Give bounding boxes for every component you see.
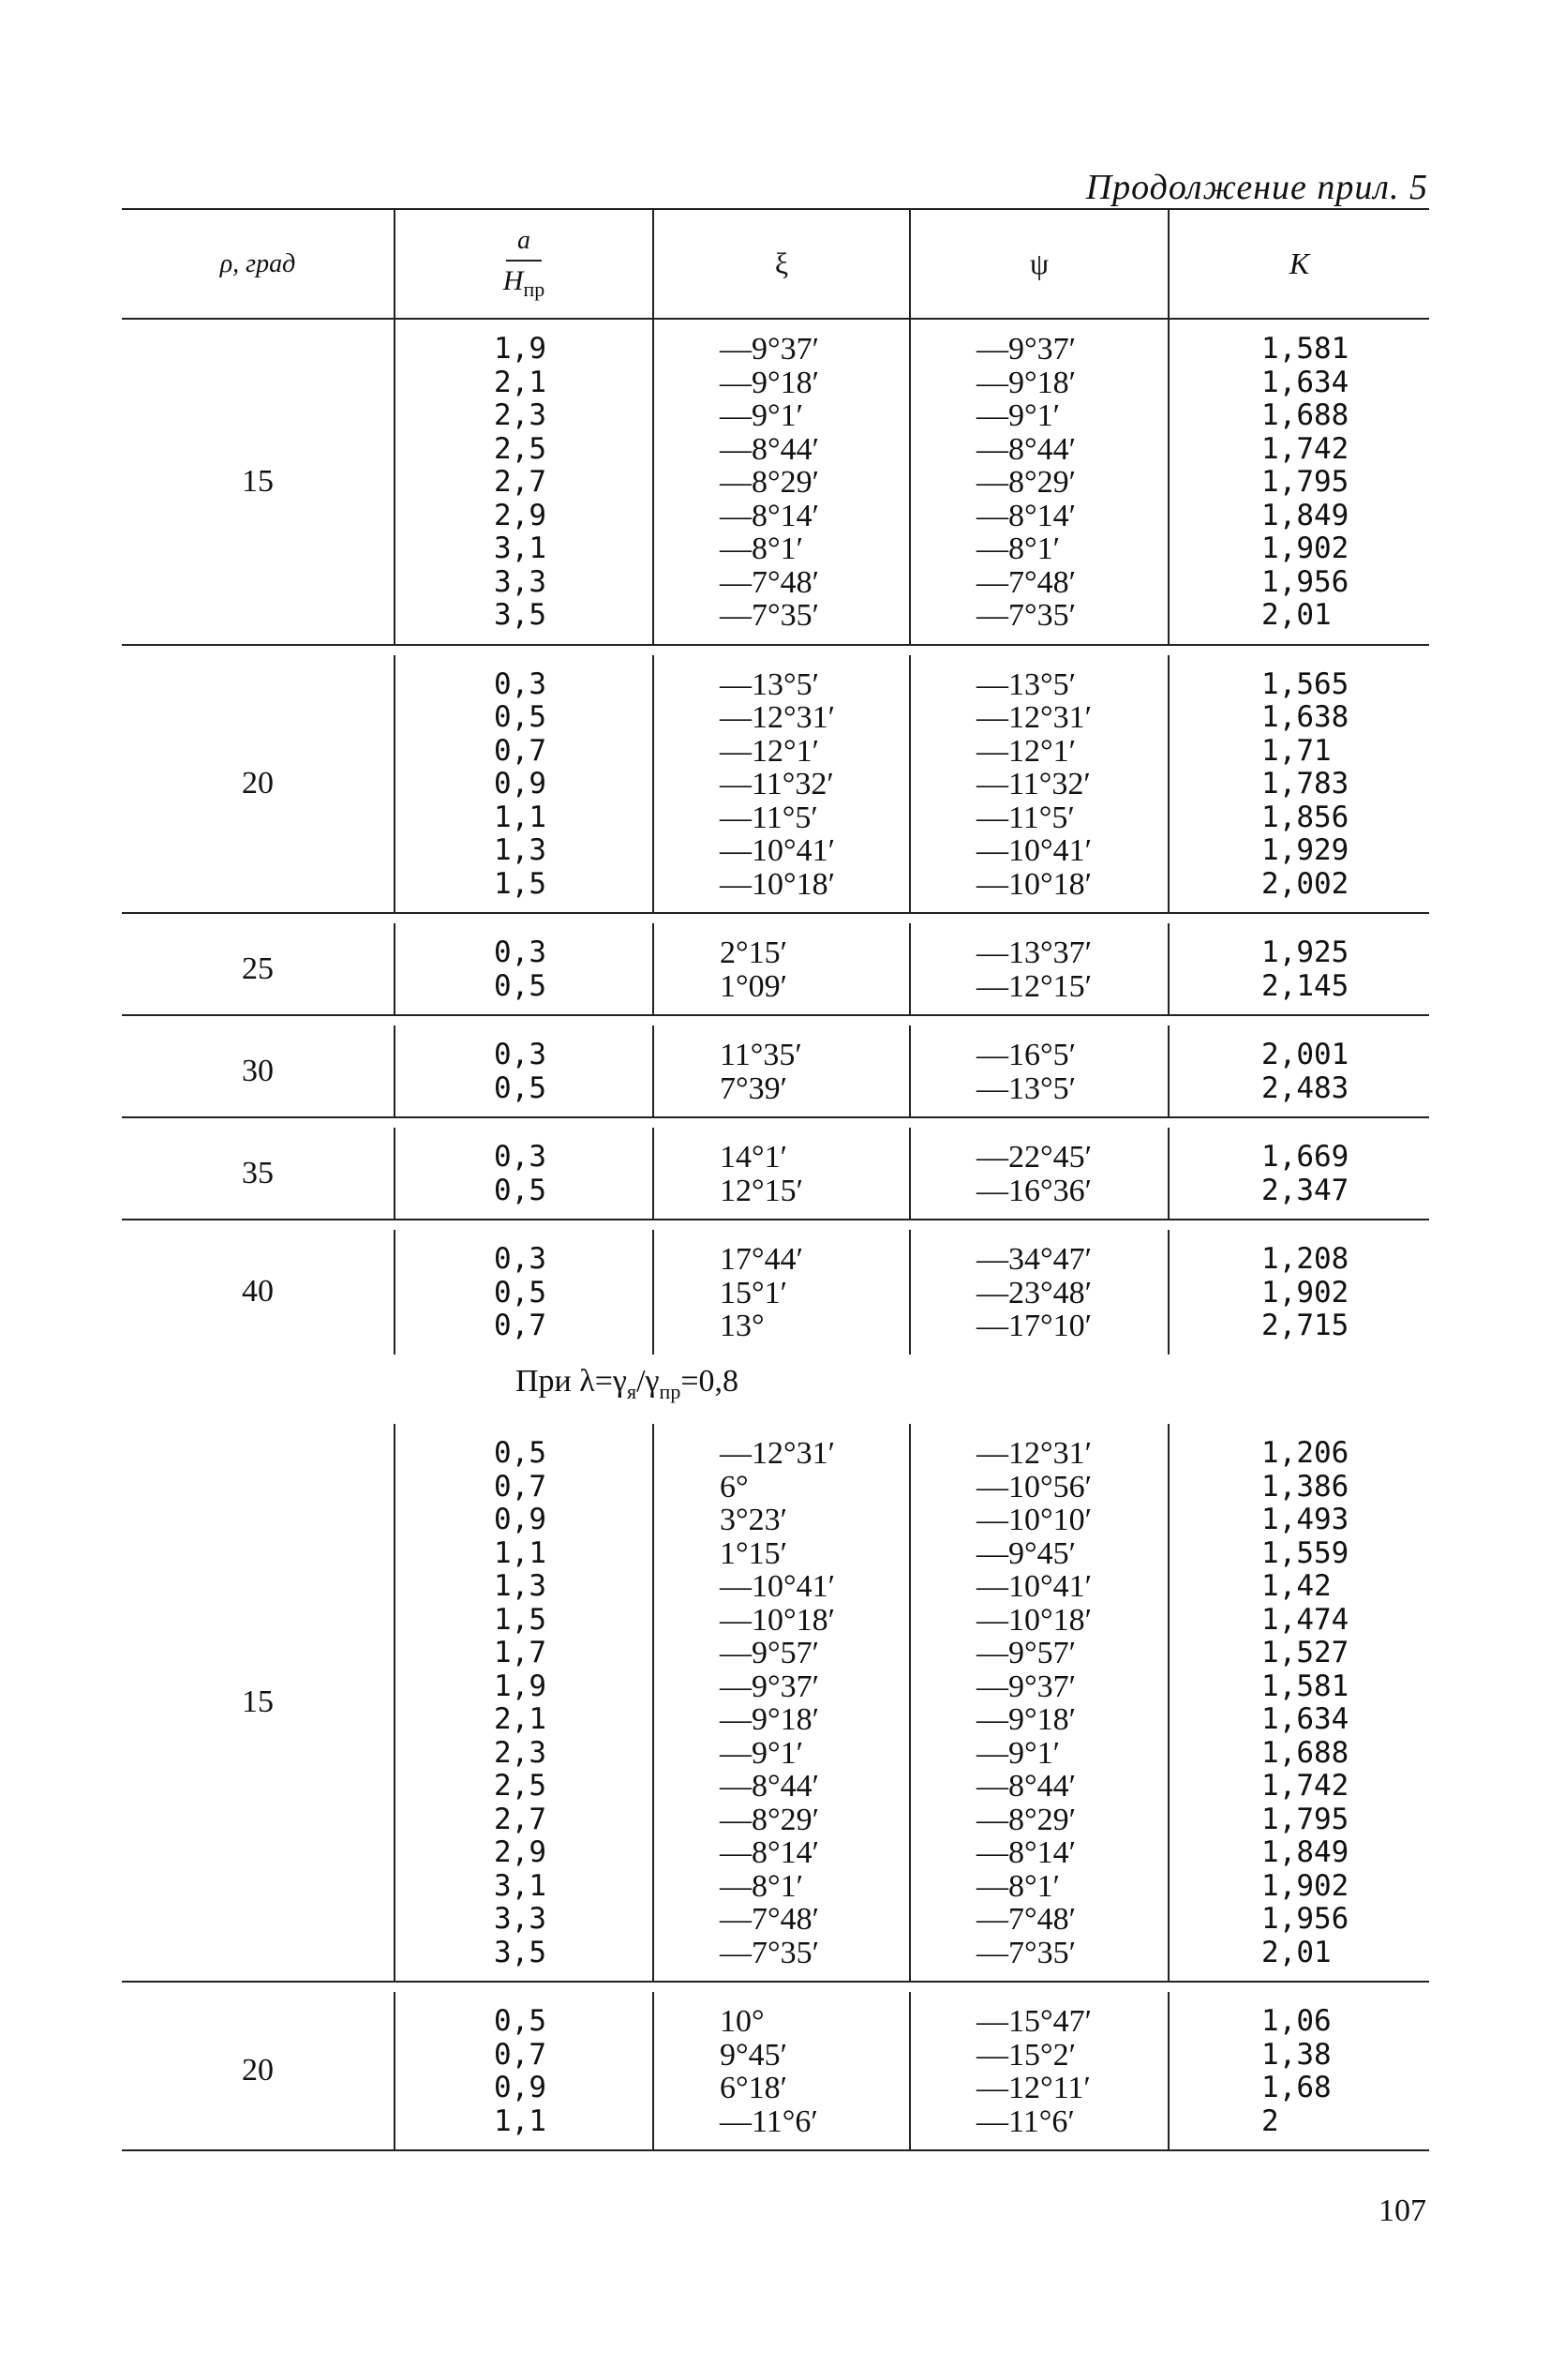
table-row-group: [122, 1230, 1429, 1355]
k-value: 1,581: [1261, 332, 1349, 366]
k-column-cell: [1168, 1128, 1429, 1219]
ratio-value: 0,5: [494, 1070, 546, 1105]
ratio-value: 0,3: [494, 666, 546, 701]
xi-column-cell: [652, 1424, 909, 1981]
psi-value: —15°47′: [976, 2004, 1093, 2040]
psi-value: —7°35′: [976, 1935, 1077, 1970]
k-value: 1,925: [1261, 936, 1349, 969]
ratio-value: 2,3: [494, 398, 546, 432]
psi-value: —8°29′: [976, 1802, 1077, 1837]
psi-value: —9°1′: [976, 1735, 1061, 1771]
ratio-value: 0,9: [494, 2071, 546, 2105]
psi-column-cell: [909, 1025, 1168, 1116]
ratio-value: 1,1: [494, 800, 546, 834]
k-value: 1,688: [1261, 398, 1349, 432]
ratio-value: 1,1: [494, 2103, 546, 2138]
ratio-value: 1,3: [494, 1569, 546, 1604]
rho-value: 25: [242, 951, 274, 986]
xi-value: —7°35′: [720, 1935, 820, 1970]
k-value: 1,493: [1261, 1503, 1349, 1537]
ratio-value: 0,5: [494, 2004, 546, 2039]
xi-value: 1°09′: [720, 968, 788, 1004]
table-header-row: [122, 210, 1429, 320]
xi-value: 14°1′: [720, 1140, 788, 1175]
k-value: 1,902: [1261, 531, 1349, 565]
ratio-numerator: a: [506, 226, 542, 262]
psi-column-cell: [909, 1230, 1168, 1355]
xi-value: —8°44′: [720, 1769, 820, 1804]
xi-column-cell: [652, 1128, 909, 1219]
xi-value: —8°29′: [720, 1802, 820, 1837]
xi-column-cell: [652, 1230, 909, 1355]
ratio-value: 3,3: [494, 1902, 546, 1937]
xi-value: 11°35′: [720, 1038, 802, 1072]
k-value: 1,742: [1261, 1769, 1349, 1804]
psi-value: —8°1′: [976, 1868, 1061, 1904]
k-value: 2,01: [1261, 598, 1332, 632]
psi-value: —23°48′: [976, 1275, 1093, 1310]
xi-value: —9°37′: [720, 332, 820, 367]
ratio-value: 2,1: [494, 365, 546, 399]
xi-value: 15°1′: [720, 1275, 788, 1310]
k-value: 1,783: [1261, 767, 1349, 801]
xi-value: 6°: [720, 1469, 749, 1504]
k-value: 1,688: [1261, 1735, 1349, 1770]
psi-value: —10°18′: [976, 866, 1093, 902]
ratio-value: 0,7: [494, 733, 546, 768]
ratio-value: 0,9: [494, 1503, 546, 1537]
ratio-column-cell: [394, 1424, 652, 1981]
xi-value: —12°31′: [720, 700, 836, 735]
ratio-value: 0,3: [494, 936, 546, 969]
xi-value: —8°1′: [720, 531, 804, 566]
xi-column-cell: [652, 923, 909, 1014]
ratio-value: 3,1: [494, 1868, 546, 1903]
k-column-cell: [1168, 1992, 1429, 2149]
k-value: 1,42: [1261, 1569, 1332, 1604]
ratio-value: 0,3: [494, 1038, 546, 1071]
psi-column-cell: [909, 923, 1168, 1014]
xi-value: —9°37′: [720, 1669, 820, 1704]
k-value: 1,68: [1261, 2071, 1332, 2105]
k-value: 1,795: [1261, 465, 1349, 499]
page-number: 107: [1379, 2193, 1426, 2228]
ratio-value: 1,5: [494, 866, 546, 901]
ratio-value: 3,1: [494, 531, 546, 565]
psi-value: —9°37′: [976, 1669, 1077, 1704]
xi-value: —8°29′: [720, 465, 820, 500]
xi-column-cell: [652, 655, 909, 913]
xi-value: 13°: [720, 1309, 765, 1343]
psi-value: —8°44′: [976, 1769, 1077, 1804]
ratio-value: 2,9: [494, 498, 546, 532]
psi-value: —7°35′: [976, 598, 1077, 633]
psi-value: —9°45′: [976, 1535, 1077, 1571]
ratio-value: 1,1: [494, 1535, 546, 1570]
ratio-value: 2,7: [494, 1802, 546, 1836]
header-xi: ξ: [652, 210, 909, 318]
psi-column-cell: [909, 1424, 1168, 1981]
k-value: 1,634: [1261, 365, 1349, 399]
xi-value: —10°41′: [720, 1569, 836, 1605]
psi-column-cell: [909, 655, 1168, 913]
rho-value: 35: [242, 1155, 274, 1190]
psi-value: —12°1′: [976, 733, 1077, 769]
psi-value: —12°15′: [976, 968, 1093, 1004]
ratio-column-cell: [394, 923, 652, 1014]
k-value: 1,742: [1261, 431, 1349, 466]
ratio-value: 2,5: [494, 431, 546, 466]
xi-value: 7°39′: [720, 1070, 788, 1106]
k-value: 1,565: [1261, 666, 1349, 701]
k-value: 1,795: [1261, 1802, 1349, 1836]
psi-value: —13°5′: [976, 666, 1077, 702]
psi-value: —8°14′: [976, 1835, 1077, 1871]
header-rho: ρ, град: [219, 248, 296, 278]
xi-value: —9°18′: [720, 365, 820, 400]
psi-value: —9°57′: [976, 1636, 1077, 1671]
psi-value: —12°31′: [976, 1436, 1093, 1472]
k-value: 1,206: [1261, 1436, 1349, 1471]
psi-value: —10°41′: [976, 1569, 1093, 1605]
ratio-value: 3,3: [494, 564, 546, 599]
xi-value: —9°1′: [720, 1735, 804, 1771]
k-value: 2: [1261, 2103, 1279, 2138]
xi-value: —13°5′: [720, 666, 820, 702]
psi-value: —10°18′: [976, 1602, 1093, 1638]
psi-value: —16°5′: [976, 1038, 1077, 1072]
xi-value: —8°44′: [720, 431, 820, 467]
psi-value: —12°11′: [976, 2071, 1091, 2106]
table-row-group: [122, 655, 1429, 915]
ratio-value: 1,5: [494, 1602, 546, 1637]
k-value: 1,71: [1261, 733, 1332, 768]
xi-column-cell: [652, 320, 909, 644]
ratio-value: 1,3: [494, 833, 546, 867]
psi-value: —9°18′: [976, 1702, 1077, 1738]
k-value: 1,06: [1261, 2004, 1332, 2039]
ratio-column-cell: [394, 1230, 652, 1355]
table-row-group: [122, 1424, 1429, 1983]
xi-value: 10°: [720, 2004, 765, 2040]
ratio-value: 0,5: [494, 1173, 546, 1207]
xi-value: —11°6′: [720, 2103, 818, 2139]
psi-value: —15°2′: [976, 2037, 1077, 2073]
psi-value: —11°5′: [976, 800, 1075, 835]
k-value: 1,956: [1261, 1902, 1349, 1937]
psi-column-cell: [909, 320, 1168, 644]
xi-value: —12°31′: [720, 1436, 836, 1472]
psi-value: —10°56′: [976, 1469, 1093, 1504]
xi-value: —8°1′: [720, 1868, 804, 1904]
ratio-column-cell: [394, 320, 652, 644]
xi-value: —9°1′: [720, 398, 804, 433]
psi-value: —9°1′: [976, 398, 1061, 433]
header-ratio: [394, 210, 652, 318]
psi-value: —10°10′: [976, 1503, 1093, 1538]
header-k: K: [1168, 210, 1429, 318]
k-column-cell: [1168, 1230, 1429, 1355]
ratio-value: 0,5: [494, 968, 546, 1003]
ratio-value: 0,7: [494, 1469, 546, 1504]
rho-value: 40: [242, 1274, 274, 1310]
k-value: 2,001: [1261, 1038, 1349, 1071]
psi-value: —34°47′: [976, 1242, 1093, 1277]
psi-value: —13°5′: [976, 1070, 1077, 1106]
psi-value: —13°37′: [976, 936, 1093, 970]
k-value: 1,474: [1261, 1602, 1349, 1637]
header-psi: ψ: [909, 210, 1168, 318]
xi-value: —12°1′: [720, 733, 820, 769]
xi-value: 3°23′: [720, 1503, 788, 1538]
k-value: 1,527: [1261, 1636, 1349, 1670]
k-value: 1,559: [1261, 1535, 1349, 1570]
ratio-value: 0,7: [494, 2037, 546, 2072]
psi-value: —8°1′: [976, 531, 1061, 566]
k-column-cell: [1168, 923, 1429, 1014]
rho-value: 15: [242, 1684, 274, 1720]
k-value: 1,849: [1261, 498, 1349, 532]
xi-value: —8°14′: [720, 1835, 820, 1871]
psi-value: —22°45′: [976, 1140, 1093, 1175]
xi-value: —11°5′: [720, 800, 818, 835]
xi-value: 6°18′: [720, 2071, 788, 2106]
psi-value: —10°41′: [976, 833, 1093, 868]
ratio-value: 0,7: [494, 1309, 546, 1342]
psi-value: —8°44′: [976, 431, 1077, 467]
table-row-group: [122, 923, 1429, 1016]
table-row-group: [122, 320, 1429, 646]
k-value: 2,145: [1261, 968, 1349, 1003]
section-1: [122, 320, 1429, 1355]
rho-value: 30: [242, 1053, 274, 1088]
xi-value: 9°45′: [720, 2037, 788, 2073]
k-value: 1,634: [1261, 1702, 1349, 1737]
data-table: [122, 208, 1429, 2151]
ratio-value: 2,3: [494, 1735, 546, 1770]
k-value: 1,38: [1261, 2037, 1332, 2072]
ratio-value: 1,9: [494, 332, 546, 366]
xi-value: —8°14′: [720, 498, 820, 533]
psi-value: —12°31′: [976, 700, 1093, 735]
ratio-value: 2,5: [494, 1769, 546, 1804]
k-value: 1,856: [1261, 800, 1349, 834]
ratio-value: 2,7: [494, 465, 546, 499]
k-value: 2,347: [1261, 1173, 1349, 1207]
xi-value: —9°57′: [720, 1636, 820, 1671]
page-header-title: Продолжение прил. 5: [1085, 168, 1428, 207]
xi-value: —7°35′: [720, 598, 820, 633]
xi-value: 17°44′: [720, 1242, 804, 1277]
xi-value: —7°48′: [720, 564, 820, 600]
ratio-value: 3,5: [494, 598, 546, 632]
k-value: 1,929: [1261, 833, 1349, 867]
k-value: 2,002: [1261, 866, 1349, 901]
ratio-value: 1,7: [494, 1636, 546, 1670]
k-value: 1,849: [1261, 1835, 1349, 1870]
ratio-column-cell: [394, 1128, 652, 1219]
psi-value: —9°37′: [976, 332, 1077, 367]
psi-value: —17°10′: [976, 1309, 1093, 1343]
psi-value: —7°48′: [976, 1902, 1077, 1938]
ratio-fraction: [503, 226, 544, 302]
xi-value: —11°32′: [720, 767, 834, 801]
ratio-value: 0,5: [494, 1275, 546, 1310]
ratio-value: 2,1: [494, 1702, 546, 1737]
psi-value: —11°6′: [976, 2103, 1075, 2139]
ratio-value: 0,9: [494, 767, 546, 801]
psi-value: —7°48′: [976, 564, 1077, 600]
ratio-value: 0,3: [494, 1242, 546, 1276]
psi-value: —9°18′: [976, 365, 1077, 400]
psi-value: —16°36′: [976, 1173, 1093, 1208]
k-column-cell: [1168, 1424, 1429, 1981]
ratio-column-cell: [394, 1992, 652, 2149]
k-value: 2,483: [1261, 1070, 1349, 1105]
section-2: [122, 1424, 1429, 2151]
psi-value: —8°29′: [976, 465, 1077, 500]
k-value: 2,715: [1261, 1309, 1349, 1342]
ratio-value: 0,5: [494, 1436, 546, 1471]
xi-value: —9°18′: [720, 1702, 820, 1738]
psi-value: —11°32′: [976, 767, 1091, 801]
xi-value: 1°15′: [720, 1535, 788, 1571]
k-value: 1,669: [1261, 1140, 1349, 1174]
xi-value: —10°41′: [720, 833, 836, 868]
rho-value: 15: [242, 463, 274, 499]
k-column-cell: [1168, 655, 1429, 913]
ratio-value: 0,3: [494, 1140, 546, 1174]
k-value: 1,902: [1261, 1868, 1349, 1903]
table-row-group: [122, 1992, 1429, 2151]
ratio-value: 3,5: [494, 1935, 546, 1969]
k-column-cell: [1168, 1025, 1429, 1116]
psi-column-cell: [909, 1128, 1168, 1219]
table-row-group: [122, 1025, 1429, 1118]
ratio-value: 0,5: [494, 700, 546, 734]
xi-column-cell: [652, 1992, 909, 2149]
k-value: 1,386: [1261, 1469, 1349, 1504]
k-value: 2,01: [1261, 1935, 1332, 1969]
table-row-group: [122, 1128, 1429, 1220]
xi-value: —10°18′: [720, 1602, 836, 1638]
ratio-column-cell: [394, 1025, 652, 1116]
rho-value: 20: [242, 765, 274, 801]
ratio-denominator: $H_{пр}$: [502, 265, 545, 301]
k-value: 1,956: [1261, 564, 1349, 599]
rho-value: 20: [242, 2053, 274, 2088]
k-value: 1,902: [1261, 1275, 1349, 1310]
ratio-column-cell: [394, 655, 652, 913]
k-value: 1,208: [1261, 1242, 1349, 1276]
psi-column-cell: [909, 1992, 1168, 2149]
xi-value: —10°18′: [720, 866, 836, 902]
section-2-caption: При $\lambda=\gamma_я/\gamma_{пр}=0,8$: [515, 1363, 739, 1403]
k-column-cell: [1168, 320, 1429, 644]
k-value: 1,581: [1261, 1669, 1349, 1703]
xi-value: 12°15′: [720, 1173, 804, 1208]
xi-value: 2°15′: [720, 936, 788, 970]
xi-value: —7°48′: [720, 1902, 820, 1938]
k-value: 1,638: [1261, 700, 1349, 734]
psi-value: —8°14′: [976, 498, 1077, 533]
xi-column-cell: [652, 1025, 909, 1116]
ratio-value: 1,9: [494, 1669, 546, 1703]
ratio-value: 2,9: [494, 1835, 546, 1870]
